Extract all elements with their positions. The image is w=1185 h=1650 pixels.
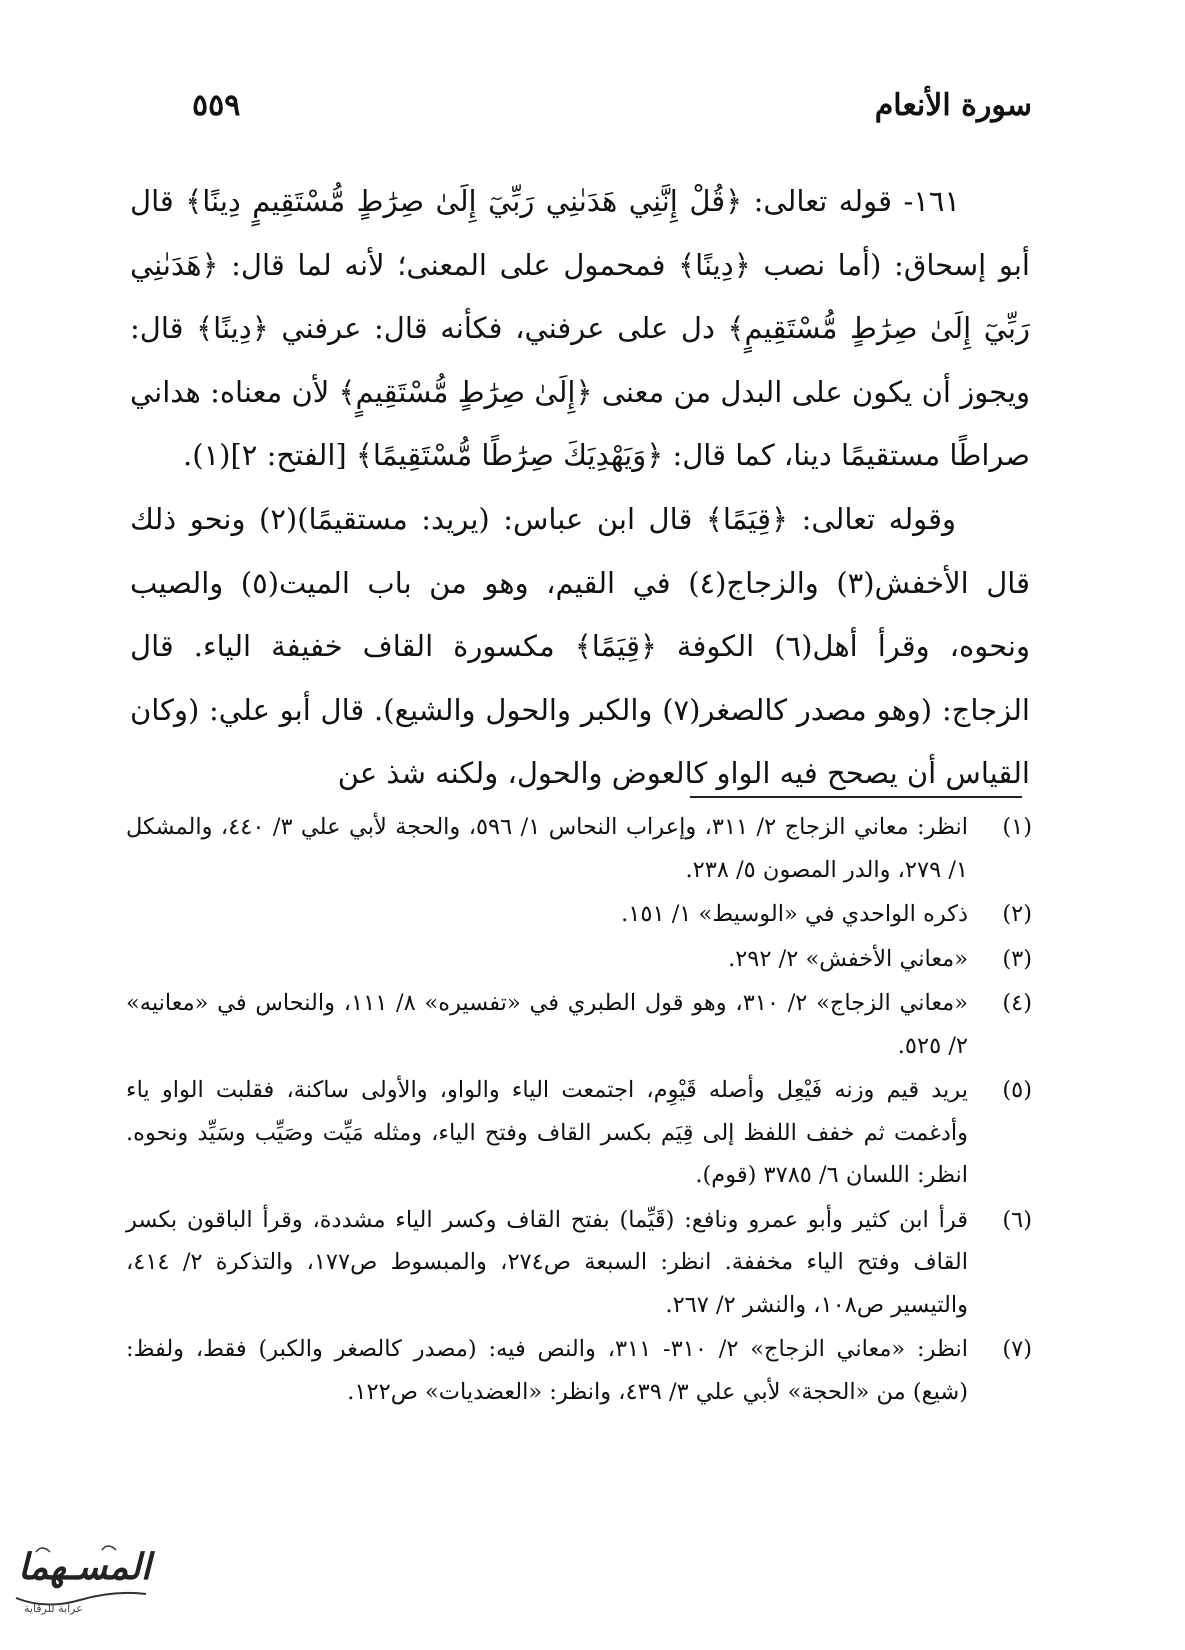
footnote-text: يريد قيم وزنه فَيْعِل وأصله قَيْوِم، اجتمعت الياء والواو، والأولى ساكنة، فقلبت الواو ياء وأدغمت ثم خفف اللفظ إلى قِيَم بكسر القاف وفتح الياء، ومثله مَيِّت وصَيِّب وسَيِّد ونحوه. انظر: اللسان ٦/ ٣٧٨٥ (قوم). — [126, 1077, 968, 1188]
stamp-text: المسـهما — [18, 1546, 151, 1588]
footnote-5 — [126, 1069, 1032, 1197]
main-text — [130, 170, 1030, 806]
footnote-3 — [126, 938, 1032, 981]
footnote-number: (٣) — [1002, 945, 1032, 972]
footnote-text: «معاني الزجاج» ٢/ ٣١٠، وهو قول الطبري في «تفسيره» ٨/ ١١١، والنحاس في «معانيه» ٢/ ٥٢٥. — [126, 990, 968, 1059]
footnote-6 — [126, 1199, 1032, 1327]
footnote-number: (٥) — [1002, 1077, 1032, 1103]
footnote-2 — [126, 893, 1032, 936]
main-paragraph-2: وقوله تعالى: ﴿قِيَمًا﴾ قال ابن عباس: (يريد: مستقيمًا)(٢) ونحو ذلك قال الأخفش(٣) والزجاج(٤) في القيم، وهو من باب الميت(٥) والصيب ونحوه، وقرأ أهل(٦) الكوفة ﴿قِيَمًا﴾ مكسورة القاف خفيفة الياء. قال الزجاج: (وهو مصدر كالصغر(٧) والكبر والحول والشيع). قال أبو علي: (وكان القياس أن يصحح فيه الواو كالعوض والحول، ولكنه شذ عن — [130, 501, 1030, 791]
main-paragraph-1: ١٦١- قوله تعالى: ﴿قُلْ إِنَّنِي هَدَىٰنِي رَبِّيٓ إِلَىٰ صِرَٰطٍ مُّسْتَقِيمٍ دِينًا﴾ قال أبو إسحاق: (أما نصب ﴿دِينًا﴾ فمحمول على المعنى؛ لأنه لما قال: ﴿هَدَىٰنِي رَبِّيٓ إِلَىٰ صِرَٰطٍ مُّسْتَقِيمٍ﴾ دل على عرفني، فكأنه قال: عرفني ﴿دِينًا﴾ قال: ويجوز أن يكون على البدل من معنى ﴿إِلَىٰ صِرَٰطٍ مُّسْتَقِيمٍ﴾ لأن معناه: هداني صراطًا مستقيمًا دينا، كما قال: ﴿وَيَهْدِيَكَ صِرَٰطًا مُّسْتَقِيمًا﴾ [الفتح: ٢](١). — [130, 184, 1030, 473]
footnote-number: (٧) — [1002, 1336, 1032, 1362]
footnote-text: «معاني الأخفش» ٢/ ٢٩٢. — [728, 945, 968, 972]
footnote-text: انظر: «معاني الزجاج» ٢/ ٣١٠- ٣١١، والنص فيه: (مصدر كالصغر والكبر) فقط، ولفظ: (شيع) من «الحجة» لأبي علي ٣/ ٤٣٩، وانظر: «العضديات» ص١٢٢. — [126, 1336, 968, 1405]
footnote-number: (١) — [1002, 814, 1032, 840]
stamp-subtext: عرابة للرقاية — [24, 1602, 83, 1615]
footnotes — [126, 806, 1032, 1415]
surah-title: سورة الأنعام — [874, 88, 1032, 123]
footnote-7 — [126, 1328, 1032, 1413]
footnote-text: انظر: معاني الزجاج ٢/ ٣١١، وإعراب النحاس ١/ ٥٩٦، والحجة لأبي علي ٣/ ٤٤٠، والمشكل ١/ ٢٧٩، والدر المصون ٥/ ٢٣٨. — [126, 814, 968, 883]
footnote-text: ذكره الواحدي في «الوسيط» ١/ ١٥١. — [621, 901, 968, 927]
footnote-1 — [126, 806, 1032, 891]
footnote-divider — [690, 796, 1022, 798]
page-number: ٥٥٩ — [192, 88, 241, 123]
footnote-4 — [126, 982, 1032, 1067]
footnote-number: (٦) — [1002, 1206, 1032, 1233]
footnote-text: قرأ ابن كثير وأبو عمرو ونافع: (قَيِّما) بفتح القاف وكسر الياء مشددة، وقرأ الباقون بكسر القاف وفتح الياء مخففة. انظر: السبعة ص٢٧٤، والمبسوط ص١٧٧، والتذكرة ٢/ ٤١٤، والتيسير ص١٠٨، والنشر ٢/ ٢٦٧. — [126, 1206, 968, 1318]
footnote-number: (٢) — [1002, 901, 1032, 927]
page-header — [192, 88, 1032, 132]
library-stamp-logo — [6, 1540, 154, 1632]
footnote-number: (٤) — [1002, 990, 1032, 1016]
